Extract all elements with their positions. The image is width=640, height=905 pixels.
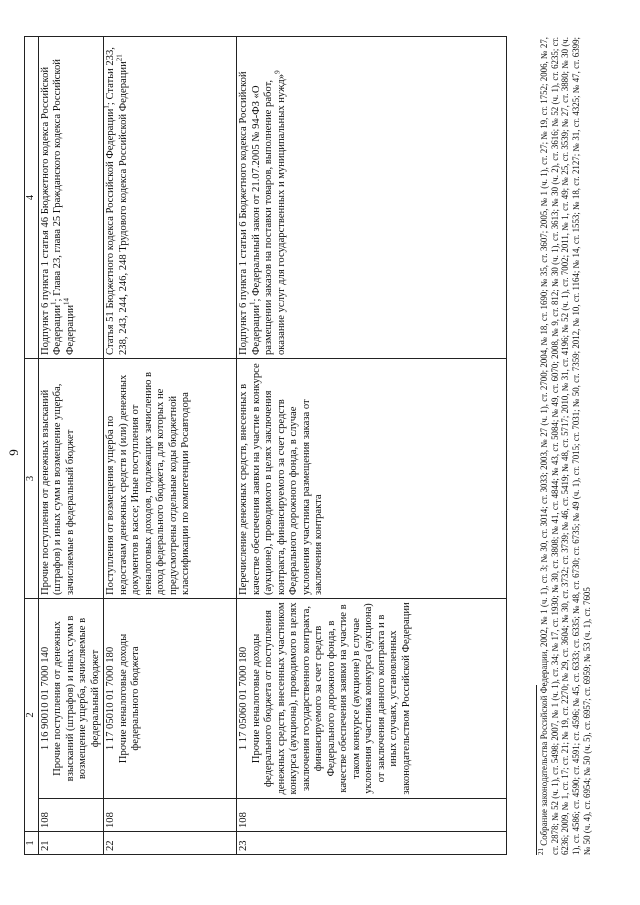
legal-basis-cell: Подпункт 6 пункта 1 статьи 6 Бюджетного кодекса Российской Федерации$^1$; Федеральный закон от 21.07.2005 № 94-ФЗ «О размещении заказов на поставки товаров, выполнение работ, оказание услуг для государственных и муниципальных нужд»$^9$ — [237, 36, 507, 358]
revenue-name: Прочие поступления от денежных взысканий (штрафов) и иных сумм в возмещение ущерба, зачисляемые в федеральный бюджет — [52, 615, 101, 782]
legal-basis: Глава 23, глава 25 Гражданского кодекса Российской Федерации — [52, 59, 76, 355]
legal-basis: Статья 51 Бюджетного кодекса Российской Федерации — [105, 108, 116, 355]
row-number: 22 — [104, 832, 237, 855]
revenue-description: Поступления от возмещения ущерба по недостачам денежных средств и (или) денежных документов в кассе; Иные поступления от неналоговых доходов, подлежащих зачислению в доход федерального бюджета, для которых не предусмотрены отдельные коды бюджетной классификации по компетенции Росавтодора — [104, 358, 237, 598]
revenue-code-cell — [104, 598, 237, 798]
revenue-code: 1 17 05060 01 7000 180 — [238, 646, 249, 751]
legal-basis: Федеральный закон от 21.07.2005 № 94-ФЗ «О размещении заказов на поставки товаров, выполнение работ, оказание услуг для государственных и муниципальных нужд» — [250, 73, 287, 355]
header-col-3: 3 — [25, 358, 39, 598]
footnote-item — [539, 37, 592, 855]
legal-basis: Статьи 233, 238, 243, 244, 246, 248 Трудового кодекса Российской Федерации — [105, 47, 129, 355]
row-number: 23 — [237, 832, 507, 855]
footnote-ref: 9 — [272, 70, 281, 74]
footnote-ref: 1 — [49, 301, 58, 305]
revenue-table — [24, 36, 507, 855]
admin-code: 108 — [237, 799, 507, 832]
footnote-marker: 21 — [537, 848, 546, 855]
revenue-name: Прочие неналоговые доходы федерального бюджета — [117, 633, 141, 764]
table-row — [104, 36, 237, 854]
table-row — [237, 36, 507, 854]
header-col-2: 2 — [25, 598, 39, 831]
revenue-description: Перечисление денежных средств, внесенных в качестве обеспечения заявки на участие в конкурсе (аукционе), проводимого в целях заключения контракта, финансируемого за счет средств Федерального дорожного фонда, в случае уклонения участника размещения заказа от заключения контракта — [237, 358, 507, 598]
revenue-code: 1 16 90010 01 7000 140 — [39, 646, 51, 751]
legal-basis: Подпункт 6 пункта 1 статья 46 Бюджетного кодекса Российской Федерации — [39, 66, 63, 355]
footnote-ref: 1 — [102, 105, 111, 109]
header-col-4: 4 — [25, 36, 39, 358]
footnote-ref: 1 — [247, 301, 256, 305]
footnote-text: Собрание законодательства Российской Федерации, 2002, № 1 (ч. 1), ст. 3; № 30, ст. 3014; ст. 3033; 2003, № 27 (ч. 1), ст. 2700; 2004, № 18, ст. 1690; № 35, ст. 3607; 2005, № 1 (ч. 1), ст. 27; № 19, ст. 1752; 2006, № 27, ст. 2878; № 52 (ч. 1), ст. 5498; 2007, № 1 (ч. 1), ст. 34; № 17, ст. 1930; № 30, ст. 3808; № 41, ст. 4844; № 43, ст. 5084; № 49, ст. 6070; 2008, № 9, ст. 812; № 30 (ч. 1), ст. 3613; № 30 (ч. 2), ст. 3616; № 52 (ч. 1), ст. 6235; ст. 6236; 2009, № 1, ст. 17; ст. 21; № 19, ст. 2270; № 29, ст. 3604; № 30, ст. 3732; ст. 3739; № 46, ст. 5419; № 48, ст. 5717; 2010, № 31, ст. 4196; № 52 (ч. 1), ст. 7002; 2011, № 1, ст. 49; № 25, ст. 3539; № 27, ст. 3880; № 30 (ч. 1), ст. 4586; ст. 4590; ст. 4591; ст. 4596; № 45, ст. 6333; ст. 6335; № 48, ст. 6730; ст. 6735; № 49 (ч. 1), ст. 7015; ст. 7031; № 50, ст. 7359; 2012, № 10, ст. 1164; № 14, ст. 1553; № 18, ст. 2127; № 31, ст. 4325; № 47, ст. 6399; № 50 (ч. 4), ст. 6954; № 50 (ч. 5), ст. 6957; ст. 6959; № 53 (ч. 1), ст. 7605 — [539, 37, 592, 855]
footnote-ref: 14 — [61, 297, 70, 305]
footnote-divider — [536, 685, 537, 855]
revenue-description: Прочие поступления от денежных взысканий (штрафов) и иных сумм в возмещение ущерба, зачисляемые в федеральный бюджет — [38, 358, 104, 598]
header-col-1: 1 — [25, 832, 39, 855]
legal-basis-cell: Подпункт 6 пункта 1 статья 46 Бюджетного кодекса Российской Федерации$^1$; Глава 23, глава 25 Гражданского кодекса Российской Федерации$^{14}$ — [38, 36, 104, 358]
table-row — [38, 36, 104, 854]
admin-code: 108 — [38, 799, 104, 832]
revenue-code-cell — [237, 598, 507, 798]
revenue-code-cell — [38, 598, 104, 798]
row-number: 21 — [38, 832, 104, 855]
page-number: 9 — [6, 449, 21, 456]
revenue-name: Прочие неналоговые доходы федерального бюджета от поступления денежных средств, внесенных участником конкурса (аукциона), проводимого в целях заключения государственного контракта, финансируемого за счет средств Федерального дорожного фонда, в качестве обеспечения заявки на участие в таком конкурсе (аукционе) в случае уклонения участника конкурса (аукциона) от заключения данного контракта и в иных случаях, установленных законодательством Российской Федерации — [250, 602, 412, 795]
revenue-code: 1 17 05010 01 7000 180 — [105, 646, 116, 751]
admin-code: 108 — [104, 799, 237, 832]
header-row — [25, 36, 39, 854]
legal-basis-cell: Статья 51 Бюджетного кодекса Российской Федерации$^1$; Статьи 233, 238, 243, 244, 246, 248 Трудового кодекса Российской Федерации$^{21}$ — [104, 36, 237, 358]
footnotes — [536, 37, 592, 855]
footnote-ref: 21 — [114, 54, 123, 62]
legal-basis: Подпункт 6 пункта 1 статьи 6 Бюджетного кодекса Российской Федерации — [238, 71, 262, 355]
